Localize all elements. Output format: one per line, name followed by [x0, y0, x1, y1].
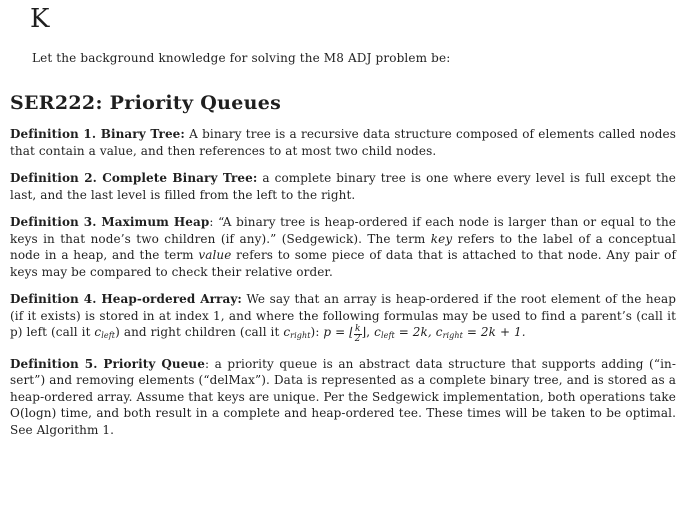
definition-1	[10, 126, 676, 159]
definition-4-text-a: We say that an array is heap-ordered if the root element of the heap (if it exists) is stored in at index 1, and where the following formulas may be used to find a parent’s (call it p) left (call it	[10, 292, 676, 339]
page-header-letter: K	[30, 4, 50, 34]
intro-text: Let the background knowledge for solving the M8 ADJ problem be:	[32, 51, 451, 65]
definition-2-label: Definition 2. Complete Binary Tree:	[10, 171, 258, 185]
c-right-formula-subscript: right	[442, 331, 463, 340]
document-body	[10, 92, 676, 449]
definition-3-text-c: refers to some piece of data that is attached to that node. Any pair of keys may be compared to check their relative order.	[10, 248, 676, 279]
definition-1-text: A binary tree is a recursive data structure composed of elements called nodes that contain a value, and then references to at most two child nodes.	[10, 127, 676, 158]
definition-3-text-b: refers to the label of a conceptual node in a heap, and the term	[10, 231, 676, 262]
definition-3-text-a: : “A binary tree is heap-ordered if each node is larger than or equal to the keys in that node’s two children (if any).” (Sedgewick). The term	[10, 215, 676, 246]
c-right-symbol: c	[283, 325, 291, 339]
definition-3-key-term: key	[430, 231, 453, 246]
fraction-denominator: 2	[354, 334, 361, 344]
c-left-symbol: c	[94, 325, 102, 339]
c-left-subscript: left	[101, 331, 116, 340]
definition-4-text-b: ) and right children (call it	[115, 325, 284, 339]
c-right-subscript: right	[290, 331, 311, 340]
definition-3	[10, 214, 676, 280]
c-left-formula-symbol: c	[374, 325, 381, 339]
definition-3-label: Definition 3. Maximum Heap	[10, 215, 210, 229]
c-right-formula: = 2k + 1.	[462, 325, 526, 339]
definition-4-label: Definition 4. Heap-ordered Array:	[10, 292, 242, 306]
c-left-formula-subscript: left	[380, 331, 395, 340]
definition-3-value-term: value	[198, 248, 232, 262]
definition-4-text-c: ):	[310, 325, 324, 339]
definition-2	[10, 170, 676, 203]
parent-formula-end: ⌋,	[361, 325, 375, 339]
definition-4	[10, 291, 676, 345]
definition-5-text: : a priority queue is an abstract data structure that supports adding (“in-sert”) and removing elements (“delMax”). Data is represented as a complete binary tree, and is stored as a heap-ordered array. Assume that keys are unique. Per the Sedgewick implementation, both operations take O(logn) time, and both result in a complete and heap-ordered tee. These times will be taken to be optimal. See Algorithm 1.	[10, 356, 676, 437]
parent-formula: p = ⌊	[323, 325, 354, 339]
section-title: SER222: Priority Queues	[10, 92, 282, 114]
c-right-formula-symbol: c	[435, 325, 443, 339]
c-left-formula: = 2k,	[394, 325, 436, 339]
fraction-numerator: k	[354, 324, 361, 334]
definition-5	[10, 356, 676, 439]
definition-2-text: a complete binary tree is one where every level is full except the last, and the last level is filled from the left to the right.	[10, 171, 677, 202]
k-over-2-fraction	[354, 325, 362, 344]
definition-1-label: Definition 1. Binary Tree:	[10, 127, 185, 141]
definition-5-label: Definition 5. Priority Queue	[10, 356, 205, 371]
